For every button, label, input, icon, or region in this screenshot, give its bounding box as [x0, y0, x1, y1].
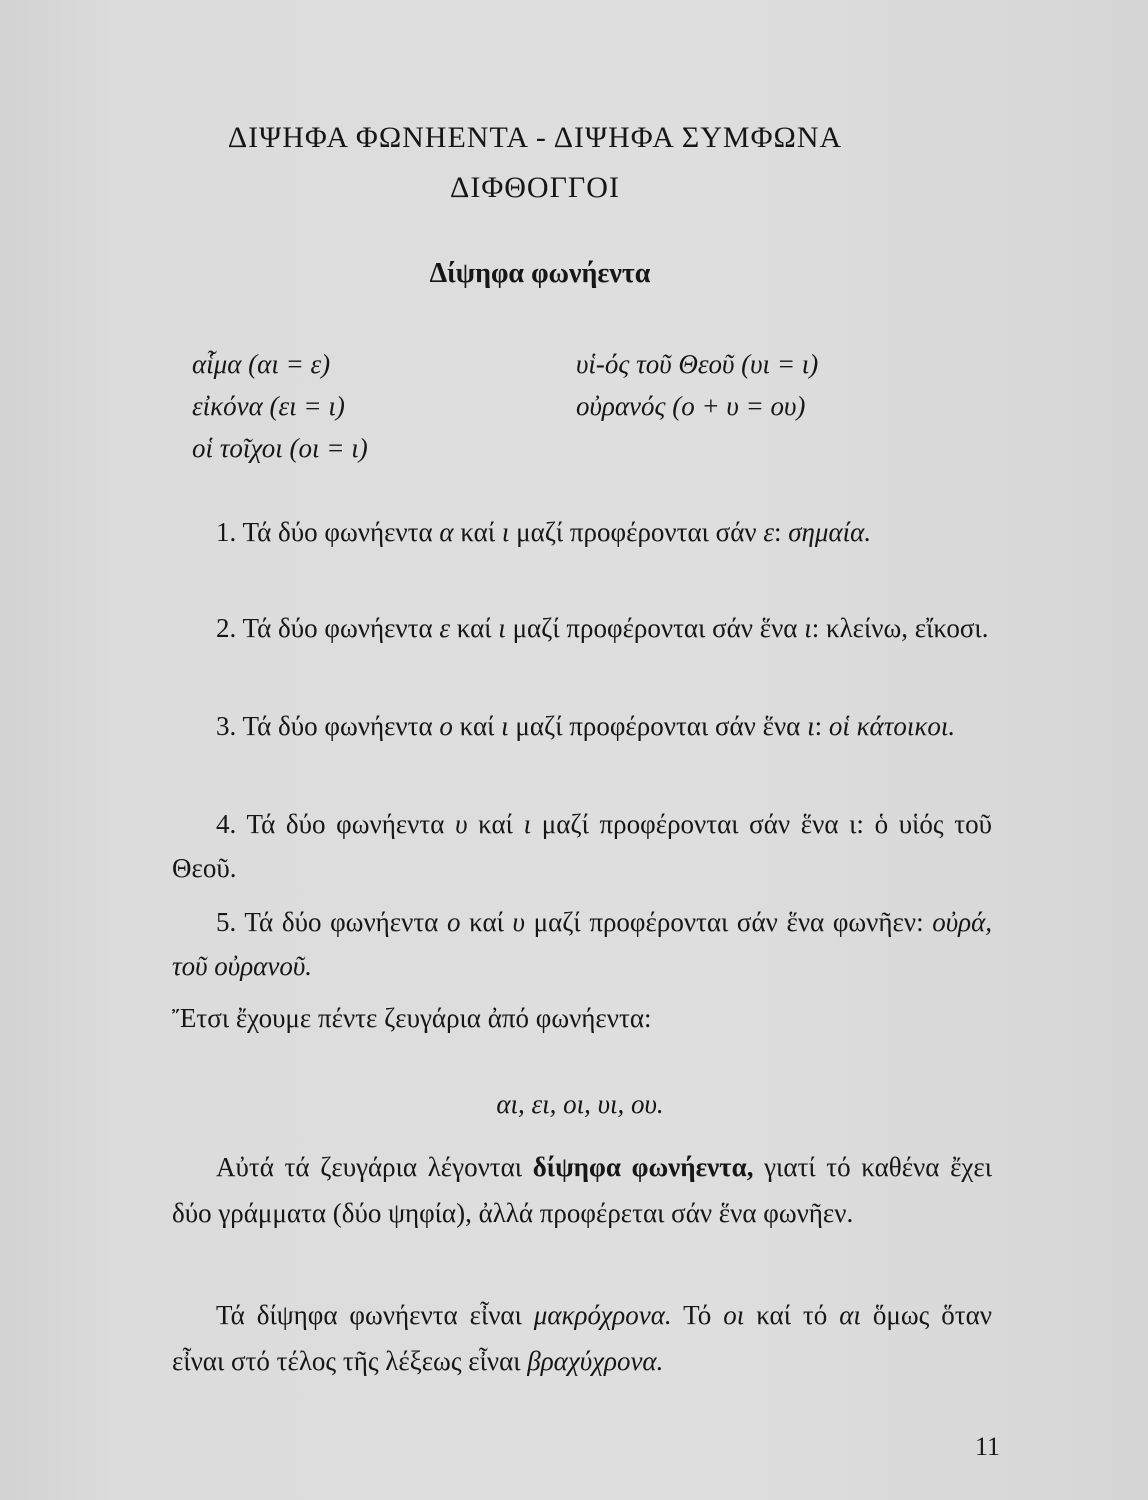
- rule-text: Τά δύο φωνήεντα: [242, 517, 440, 547]
- rule-text: :: [814, 711, 829, 741]
- rule-text: Τά δύο φωνήεντα: [246, 809, 456, 839]
- note-text: ὅμως ὅταν εἶναι στό τέλος τῆς λέξεως εἶναι: [172, 1300, 992, 1376]
- rule-text: Τά δύο φωνήεντα: [242, 613, 440, 643]
- rule-example: οὐρά, τοῦ οὐρανοῦ.: [172, 907, 992, 981]
- vowel-2: υ: [512, 907, 525, 937]
- vowel-2: ι: [523, 809, 532, 839]
- length-note: [172, 1292, 992, 1384]
- rule-number: 1.: [216, 517, 237, 547]
- target-vowel: ι: [804, 613, 812, 643]
- rule-text: καί: [452, 711, 502, 741]
- vowel-1: ο: [439, 711, 453, 741]
- rule-5: [172, 900, 992, 988]
- rule-text: καί: [453, 517, 502, 547]
- section-heading: Δίψηφα φωνήεντα: [429, 258, 651, 289]
- page-number: 11: [975, 1432, 1001, 1461]
- rule-4: [172, 802, 992, 890]
- ai-diphthong: αι: [839, 1300, 861, 1330]
- rule-text: μαζί προφέρονται σάν: [509, 517, 764, 547]
- vowel-1: υ: [455, 809, 468, 839]
- vowel-1: α: [439, 517, 454, 547]
- vowel-2: ι: [501, 711, 509, 741]
- note-text: Τό: [671, 1300, 724, 1330]
- rule-text: καί: [467, 809, 524, 839]
- rule-text: :: [773, 517, 789, 547]
- key-term: δίψηφα φωνήεντα,: [532, 1152, 754, 1182]
- explanation-text: Αὐτά τά ζευγάρια λέγονται: [216, 1152, 533, 1182]
- note-text: καί τό: [744, 1300, 840, 1330]
- rule-2: [172, 606, 992, 650]
- oi-diphthong: οι: [723, 1300, 745, 1330]
- rule-text: μαζί προφέρονται σάν ἕνα: [505, 613, 805, 643]
- vowel-1: ο: [446, 907, 461, 937]
- rule-number: 5.: [216, 907, 237, 937]
- rule-text: μαζί προφέρονται σάν ἕνα: [508, 711, 808, 741]
- example-left-2: εἰκόνα (ει = ι): [192, 391, 345, 421]
- summary-intro: Ἔτσι ἔχουμε πέντε ζευγάρια ἀπό φωνήεντα:: [172, 1003, 652, 1033]
- rule-text: καί: [450, 613, 499, 643]
- rule-text: :: [811, 613, 826, 643]
- explanation-text: γιατί τό καθένα ἔχει δύο γράμματα (δύο ψηφία), ἀλλά προφέρεται σάν ἕνα φωνῆεν.: [172, 1152, 992, 1228]
- rule-example: οἱ κάτοικοι.: [828, 711, 956, 741]
- rule-text: Τά δύο φωνήεντα: [242, 711, 440, 741]
- long-term: μακρόχρονα.: [533, 1300, 672, 1330]
- example-right-1: υἱ-ός τοῦ Θεοῦ (υι = ι): [576, 349, 819, 379]
- rule-example: ὁ υἱός τοῦ Θεοῦ.: [172, 809, 992, 883]
- page-title: ΔΙΨΗΦΑ ΦΩΝΗΕΝΤΑ - ΔΙΨΗΦΑ ΣΥΜΦΩΝΑ: [227, 121, 843, 154]
- rule-example: σημαία.: [788, 517, 872, 547]
- short-term: βραχύχρονα.: [527, 1346, 664, 1376]
- rule-text: :: [916, 907, 933, 937]
- page-subtitle: ΔΙΦΘΟΓΓΟΙ: [450, 171, 620, 204]
- example-left-1: αἷμα (αι = ε): [192, 349, 331, 379]
- target-vowel: ι: [807, 711, 815, 741]
- example-left-3: οἱ τοῖχοι (οι = ι): [192, 433, 368, 463]
- rule-text: :: [856, 809, 875, 839]
- rule-number: 2.: [216, 613, 237, 643]
- rule-example: κλείνω, εἴκοσι.: [825, 613, 989, 643]
- rule-text: Τά δύο φωνήεντα: [244, 907, 447, 937]
- rule-text: καί: [460, 907, 513, 937]
- rule-text: μαζί προφέρονται σάν ἕνα ι: [531, 809, 857, 839]
- target-vowel: ε: [763, 517, 774, 547]
- vowel-1: ε: [439, 613, 451, 643]
- rule-number: 4.: [216, 809, 237, 839]
- vowel-2: ι: [501, 517, 510, 547]
- rule-text: μαζί προφέρονται σάν ἕνα φωνῆεν: [524, 907, 917, 937]
- diphthong-pairs: αι, ει, οι, υι, ου.: [496, 1089, 664, 1119]
- vowel-2: ι: [498, 613, 506, 643]
- rule-3: [172, 704, 992, 748]
- rule-1: [172, 510, 992, 554]
- note-text: Τά δίψηφα φωνήεντα εἶναι: [216, 1300, 534, 1330]
- example-right-2: οὐρανός (ο + υ = ου): [576, 391, 806, 421]
- rule-number: 3.: [216, 711, 237, 741]
- explanation-paragraph: [172, 1144, 992, 1236]
